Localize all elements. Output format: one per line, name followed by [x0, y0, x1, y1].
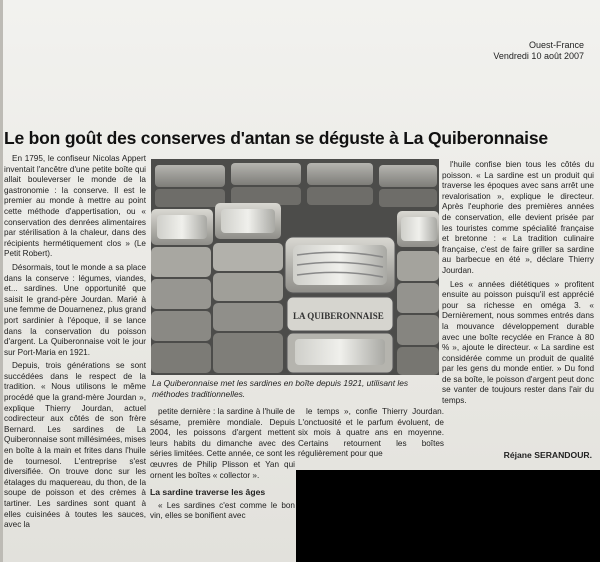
article-column-4: [442, 160, 594, 410]
article-column-1: [4, 154, 146, 534]
paragraph: Depuis, trois générations se sont succédées dans le respect de la tradition. « Nous utilisons le même procédé que la grand-mère Jourdan », explique Thierry Jourdan, actuel codirecteur aux côtés de son frère Bernard. Les sardines de La Quiberonnaise sont millésimées, mises en boîte à la main et frites dans l'huile de tournesol. L'entreprise s'est diversifiée. On trouve donc sur les étalages du maquereau, du thon, de la soupe de poisson et des crèmes à tartiner. Les sardines sont quant à elles cuisinées à toutes les sauces, avec la: [4, 361, 146, 530]
paragraph: le temps », confie Thierry Jourdan. L'onctuosité et le parfum évoluent, de six mois à quatre ans en moyenne. Certains retournent les boîtes régulièrement pour que: [298, 407, 444, 459]
paragraph: Les « années diététiques » profitent ensuite au poisson puisqu'il est apprécié pour sa richesse en oméga 3. « Dernièrement, nous sommes entrés dans la mouvance développement durable avec une boîte recyclée en France à 80 % », ajoute le directeur. « La sardine est considérée comme un produit de qualité par les gens du monde entier. » Du fond de sa boîte, le poisson d'argent peut donc se vanter de toujours rester dans l'air du temps.: [442, 279, 594, 406]
paragraph: Désormais, tout le monde a sa place dans la conserve : légumes, viandes, et... sardines. Une opportunité que saisit le grand-père Jourdan. Marié à une femme de Douarnenez, plus grand port sardinier à l'époque, il se lance dans la conservation du poisson d'argent. La Quiberonnaise voit le jour sur Port-Maria en 1921.: [4, 262, 147, 357]
paper-name: Ouest-France: [528, 40, 584, 50]
issue-date: Vendredi 10 août 2007: [493, 51, 584, 61]
author-signature: Réjane SERANDOUR.: [503, 450, 592, 460]
tin-label-text: LA QUIBERONNAISE: [293, 311, 384, 321]
article-headline: Le bon goût des conserves d'antan se déguste à La Quiberonnaise: [4, 128, 548, 148]
photo-caption: La Quiberonnaise met les sardines en boîte depuis 1921, utilisant les méthodes traditionnelles.: [152, 378, 409, 399]
masthead: [493, 40, 584, 62]
sardine-tins-photo: [151, 159, 439, 375]
article-column-2: [150, 407, 295, 525]
paragraph: l'huile confise bien tous les côtés du poisson. « La sardine est un produit qui traverse les époques avec sans arrêt une revalorisation », explique le directeur. Après l'euphorie des premières années de conservation, elle devient prisée par les touristes comme spécialité française et bretonne : « La tradition culinaire française, c'est de faire griller sa sardine au barbecue en été », déclare Thierry Jourdan.: [442, 160, 594, 275]
sardine-tins-illustration: [151, 159, 439, 375]
redacted-area: [296, 470, 600, 562]
paragraph: petite dernière : la sardine à l'huile de sésame, première mondiale. Depuis 2004, les poissons d'argent mettent leurs habits du dimanche avec des séries limitées. Cette année, ce sont les œuvres de Philip Plisson et Yan qui ornent les boîtes « collector ».: [150, 407, 295, 480]
paragraph: En 1795, le confiseur Nicolas Appert inventait l'ancêtre d'une petite boîte qui allait bouleverser le monde de la gastronomie : la conserve. Il est le premier au monde à mettre au point cette méthode d'appertisation, ou « conservation des denrées alimentaires par stérilisation à la chaleur, dans des récipients hermétiquement clos » (Le Petit Robert).: [4, 154, 146, 259]
article-column-3: [298, 407, 444, 463]
section-subhead: La sardine traverse les âges: [150, 487, 266, 498]
paragraph: « Les sardines c'est comme le bon vin, elles se bonifient avec: [150, 500, 295, 521]
page-edge: [0, 0, 3, 562]
